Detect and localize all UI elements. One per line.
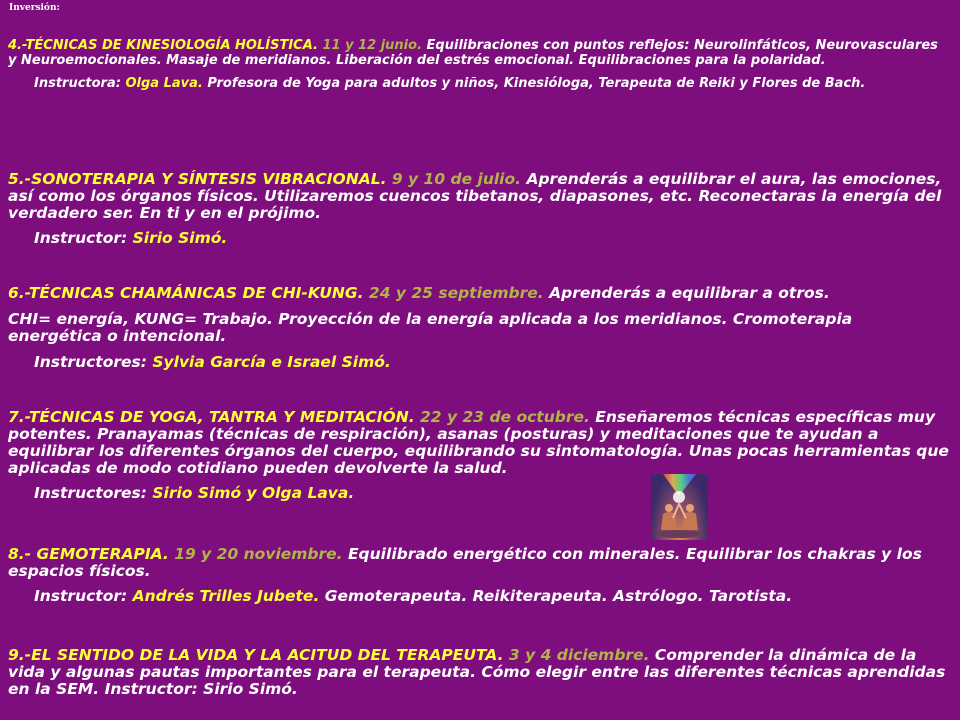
section-8-instructor [8,588,950,605]
section-7 [8,409,950,502]
investment-label: Inversión: [9,3,60,13]
section-8-instructor-desc: Gemoterapeuta. Reikiterapeuta. Astrólogo. Tarotista. [324,587,793,605]
section-4-instructor [8,76,950,91]
section-5-body: Aprenderás a equilibrar el aura, las emociones, así como los órganos físicos. Utilizaremos cuencos tibetanos, diapasones, etc. Reconectaras la energía del verdadero ser. En ti y en el prójimo. [8,170,942,222]
section-8-paragraph [8,546,950,580]
section-9-body: Comprender la dinámica de la vida y algunas pautas importantes para el terapeuta. Cómo elegir entre las diferentes técnicas aprendidas en la SEM. Instructor: Sirio Simó. [8,646,946,698]
section-4-instructor-name: Olga Lava. [125,76,203,91]
section-4-instructor-label: Instructora: [34,76,121,91]
section-6-instructor-label: Instructores: [34,353,147,371]
section-7-body: Enseñaremos técnicas específicas muy potentes. Pranayamas (técnicas de respiración), asanas (posturas) y meditaciones que te ayudan a equilibrar los diferentes órganos del cuerpo, equilibrando su sintomatología. Unas pocas herramientas que aplicadas de modo cotidiano pueden devolverte la salud. [8,408,949,477]
section-8-body: Equilibrado energético con minerales. Equilibrar los chakras y los espacios físicos. [8,545,922,580]
section-5 [8,171,950,247]
section-6-instructor-name: Sylvia García e Israel Simó. [152,353,391,371]
section-5-instructor [8,230,950,247]
section-6-date: 24 y 25 septiembre. [368,284,544,302]
section-9-date: 3 y 4 diciembre. [508,646,650,664]
section-5-date: 9 y 10 de julio. [391,170,522,188]
section-6-paragraph [8,285,950,302]
section-7-instructor-label: Instructores: [34,484,147,502]
section-5-instructor-name: Sirio Simó. [132,229,228,247]
section-8-date: 19 y 20 noviembre. [174,545,343,563]
section-6-paragraph-2: CHI= energía, KUNG= Trabajo. Proyección de la energía aplicada a los meridianos. Cromoterapia energética o intencional. [8,310,853,345]
section-8-instructor-label: Instructor: [34,587,128,605]
section-7-date: 22 y 23 de octubre. [420,408,590,426]
section-5-instructor-label: Instructor: [34,229,128,247]
section-4-date: 11 y 12 junio. [322,38,423,53]
section-4-title: 4.-TÉCNICAS DE KINESIOLOGÍA HOLÍSTICA. [8,38,318,53]
section-7-paragraph [8,409,950,477]
section-4-body: Equilibraciones con puntos reflejos: Neurolinfáticos, Neurovasculares y Neuroemocionales. Masaje de meridianos. Liberación del estrés emocional. Equilibraciones para la polaridad. [8,38,938,68]
section-6 [8,285,950,371]
section-9-paragraph [8,647,950,698]
section-7-instructor [8,485,950,502]
section-7-title: 7.-TÉCNICAS DE YOGA, TANTRA Y MEDITACIÓN. [8,408,415,426]
section-9-title: 9.-EL SENTIDO DE LA VIDA Y LA ACITUD DEL TERAPEUTA. [8,646,504,664]
section-8-title: 8.- GEMOTERAPIA. [8,545,169,563]
section-4-paragraph [8,38,950,68]
section-5-title: 5.-SONOTERAPIA Y SÍNTESIS VIBRACIONAL. [8,170,387,188]
section-4 [8,38,950,91]
section-6-instructor [8,354,950,371]
section-5-paragraph [8,171,950,222]
section-7-instructor-name: Sirio Simó y Olga Lava. [152,484,355,502]
section-4-instructor-desc: Profesora de Yoga para adultos y niños, Kinesióloga, Terapeuta de Reiki y Flores de Bach. [207,76,866,91]
section-9 [8,647,950,698]
meditation-image [651,474,708,540]
section-8 [8,546,950,605]
section-8-instructor-name: Andrés Trilles Jubete. [132,587,320,605]
section-6-title: 6.-TÉCNICAS CHAMÁNICAS DE CHI-KUNG. [8,284,364,302]
section-6-body: Aprenderás a equilibrar a otros. [549,284,830,302]
